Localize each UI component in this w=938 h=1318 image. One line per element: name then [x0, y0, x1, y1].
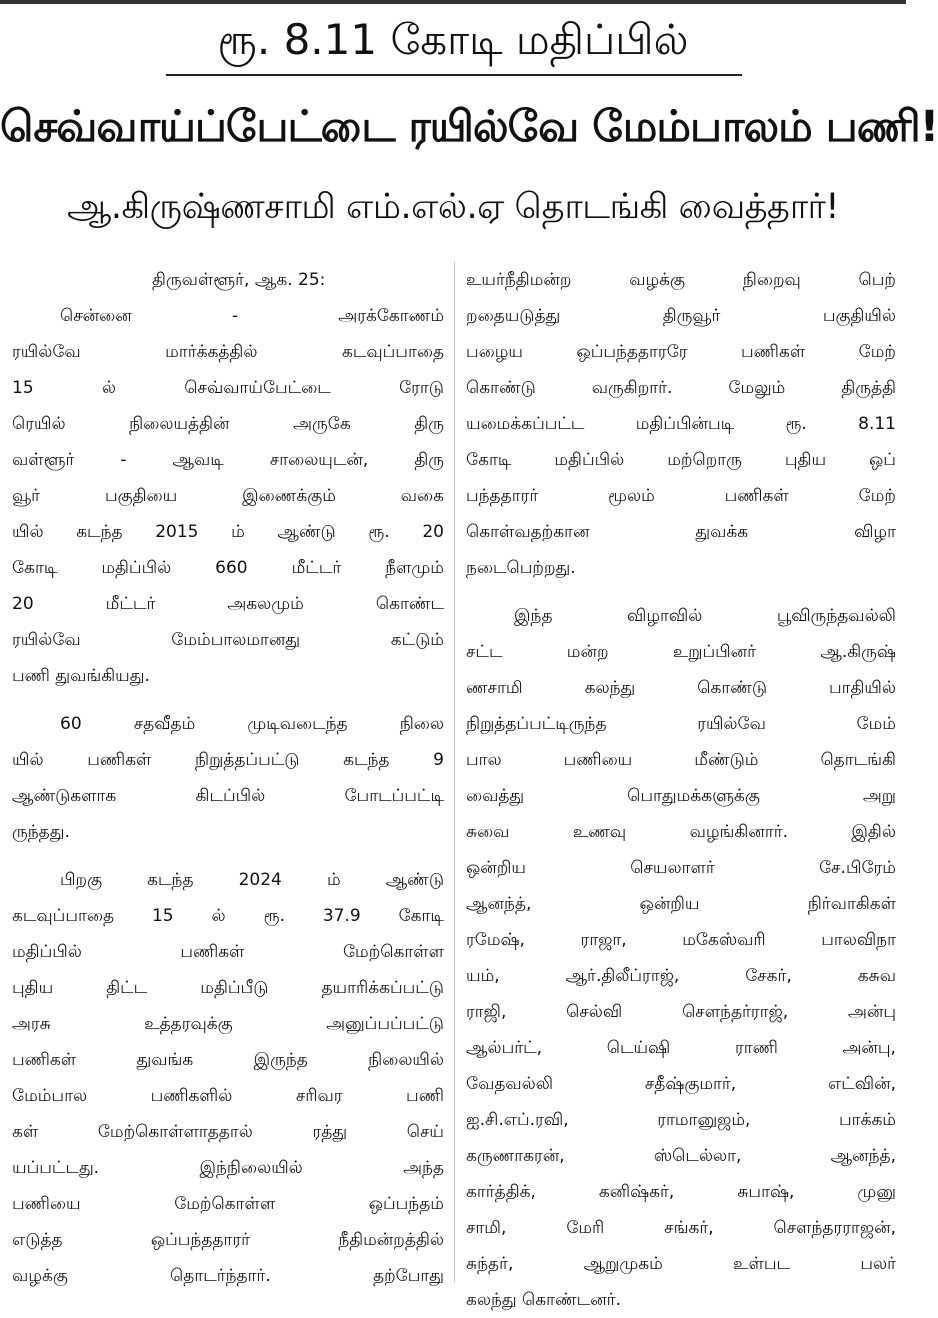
article-line: கொள்வதற்கான துவக்க விழா [466, 522, 896, 542]
article-line: பந்ததாரர் மூலம் பணிகள் மேற் [466, 486, 896, 506]
article-line: மதிப்பில் பணிகள் மேற்கொள்ள [12, 942, 444, 962]
article-line: பணி துவங்கியது. [12, 666, 150, 686]
paragraph-gap [466, 586, 896, 598]
article-line: ரயில்வே மார்க்கத்தில் கடவுப்பாதை [12, 342, 444, 362]
article-line: 15 ல் செவ்வாய்பேட்டை ரோடு [12, 378, 444, 398]
article-line: கடவுப்பாதை 15 ல் ரூ. 37.9 கோடி [12, 906, 444, 926]
article-line: யில் பணிகள் நிறுத்தப்பட்டு கடந்த 9 [12, 750, 444, 770]
article-line: ருந்தது. [12, 822, 70, 842]
article-line: வேதவல்லி சதீஷ்குமார், எட்வின், [466, 1074, 896, 1094]
article-line: யமைக்கப்பட்ட மதிப்பின்படி ரூ. 8.11 [466, 414, 896, 434]
article-line: றதையடுத்து திருவூர் பகுதியில் [466, 306, 896, 326]
dateline: திருவள்ளூர், ஆக. 25: [152, 270, 326, 290]
article-line: ஒன்றிய செயலாளர் சே.பிரேம் [466, 858, 896, 878]
article-line: இந்த விழாவில் பூவிருந்தவல்லி [514, 606, 896, 626]
article-line: கள் மேற்கொள்ளாததால் ரத்து செய் [12, 1122, 444, 1142]
article-line: 20 மீட்டர் அகலமும் கொண்ட [12, 594, 444, 614]
article-line: எடுத்த ஒப்பந்ததாரர் நீதிமன்றத்தில் [12, 1230, 444, 1250]
article-line: 60 சதவீதம் முடிவடைந்த நிலை [60, 714, 444, 734]
article-line: ராஜி, செல்வி சௌந்தர்ராஜ், அன்பு [466, 1002, 896, 1022]
article-line: ணசாமி கலந்து கொண்டு பாதியில் [466, 678, 896, 698]
article-line: வள்ளூர் - ஆவடி சாலையுடன், திரு [12, 450, 444, 470]
main-headline: செவ்வாய்ப்பேட்டை ரயில்வே மேம்பாலம் பணி! [0, 102, 938, 152]
article-line: கோடி மதிப்பில் 660 மீட்டர் நீளமும் [12, 558, 444, 578]
column-divider [454, 262, 455, 1282]
article-line: பால பணியை மீண்டும் தொடங்கி [466, 750, 896, 770]
article-line: மேம்பால பணிகளில் சரிவர பணி [12, 1086, 444, 1106]
left-column-body [12, 298, 444, 1294]
article-line: வழக்கு தொடர்ந்தார். தற்போது [12, 1266, 444, 1286]
article-line: வைத்து பொதுமக்களுக்கு அறு [466, 786, 896, 806]
article-line: கருணாகரன், ஸ்டெல்லா, ஆனந்த், [466, 1146, 896, 1166]
paragraph-gap [12, 850, 444, 862]
article-line: நிறுத்தப்பட்டிருந்த ரயில்வே மேம் [466, 714, 896, 734]
article-column-left [12, 262, 444, 1286]
article-line: கார்த்திக், கனிஷ்கர், சுபாஷ், முனு [466, 1182, 896, 1202]
article-line: கலந்து கொண்டனர். [466, 1290, 621, 1310]
right-column-body [466, 262, 896, 1318]
paragraph-gap [12, 694, 444, 706]
article-line: கோடி மதிப்பில் மற்றொரு புதிய ஒப் [466, 450, 896, 470]
article-line: ஆண்டுகளாக கிடப்பில் போடப்பட்டி [12, 786, 444, 806]
article-line: யப்பட்டது. இந்நிலையில் அந்த [12, 1158, 444, 1178]
top-border-rule [0, 0, 906, 4]
article-line: வூர் பகுதியை இணைக்கும் வகை [12, 486, 444, 506]
article-line: சாமி, மேரி சங்கர், சௌந்தரராஜன், [466, 1218, 896, 1238]
article-line: ஐ.சி.எப்.ரவி, ராமானுஜம், பாக்கம் [466, 1110, 896, 1130]
article-line: அரசு உத்தரவுக்கு அனுப்பப்பட்டு [12, 1014, 444, 1034]
article-line: பழைய ஒப்பந்ததாரரே பணிகள் மேற் [466, 342, 896, 362]
kicker-headline: ரூ. 8.11 கோடி மதிப்பில் [217, 15, 689, 64]
sub-headline: ஆ.கிருஷ்ணசாமி எம்.எல்.ஏ தொடங்கி வைத்தார்! [67, 187, 839, 227]
article-line: பிறகு கடந்த 2024 ம் ஆண்டு [60, 870, 444, 890]
article-line: உயர்நீதிமன்ற வழக்கு நிறைவு பெற் [466, 270, 896, 290]
article-line: ஆனந்த், ஒன்றிய நிர்வாகிகள் [466, 894, 896, 914]
article-line: புதிய திட்ட மதிப்பீடு தயாரிக்கப்பட்டு [12, 978, 444, 998]
article-line: யில் கடந்த 2015 ம் ஆண்டு ரூ. 20 [12, 522, 444, 542]
article-line: பணிகள் துவங்க இருந்த நிலையில் [12, 1050, 444, 1070]
article-line: ரயில்வே மேம்பாலமானது கட்டும் [12, 630, 444, 650]
article-line: கொண்டு வருகிறார். மேலும் திருத்தி [466, 378, 896, 398]
article-line: சுந்தர், ஆறுமுகம் உள்பட பலர் [466, 1254, 896, 1274]
article-line: சுவை உணவு வழங்கினார். இதில் [466, 822, 896, 842]
article-line: ரமேஷ், ராஜா, மகேஸ்வரி பாலவிநா [466, 930, 896, 950]
article-line: நடைபெற்றது. [466, 558, 576, 578]
article-line: ஆல்பர்ட், டெய்ஷி ராணி அன்பு, [466, 1038, 896, 1058]
article-line: யம், ஆர்.திலீப்ராஜ், சேகர், கசுவ [466, 966, 896, 986]
article-line: ரெயில் நிலையத்தின் அருகே திரு [12, 414, 444, 434]
article-line: சென்னை - அரக்கோணம் [60, 306, 444, 326]
article-column-right [466, 262, 896, 1310]
article-line: சட்ட மன்ற உறுப்பினர் ஆ.கிருஷ் [466, 642, 896, 662]
kicker-underline [166, 74, 742, 76]
article-line: பணியை மேற்கொள்ள ஒப்பந்தம் [12, 1194, 444, 1214]
